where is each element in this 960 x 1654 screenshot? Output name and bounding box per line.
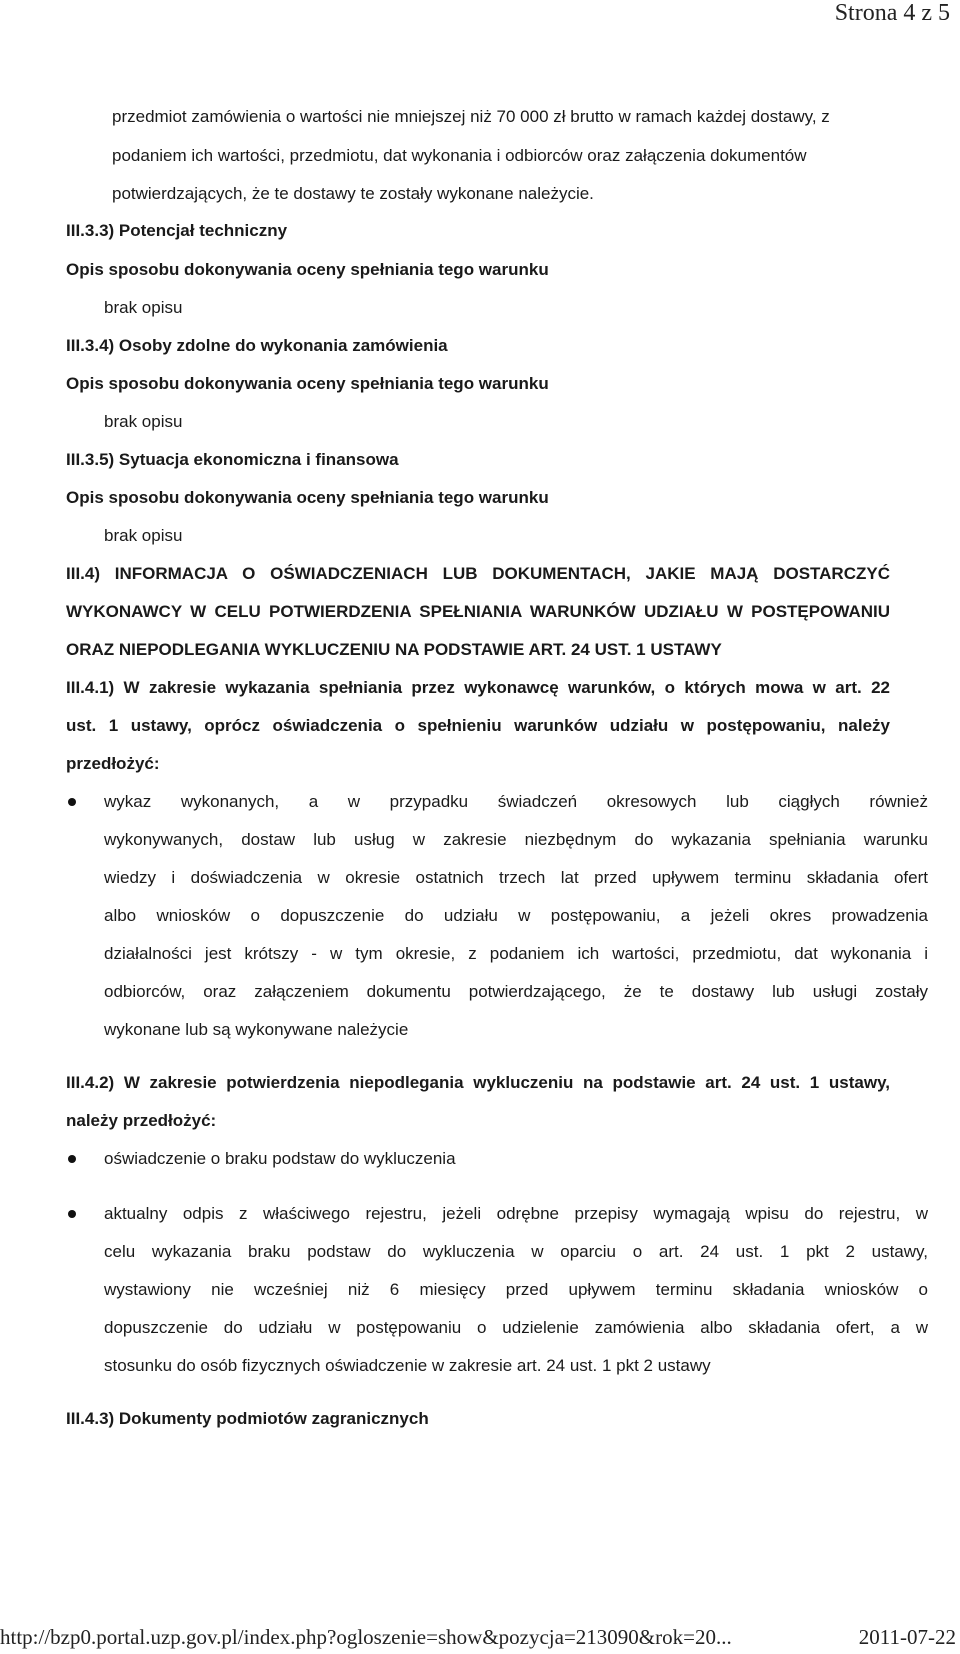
assessment-value: brak opisu: [104, 526, 183, 545]
text-line: przedmiot zamówienia o wartości nie mniejszej niż 70 000 zł brutto w ramach każdej dostawy, z: [112, 107, 830, 126]
bullet-icon: [68, 1210, 76, 1218]
text-line: wykonane lub są wykonywane należycie: [104, 1020, 409, 1039]
section-heading-line: ust. 1 ustawy, oprócz oświadczenia o spełnieniu warunków udziału w postępowaniu, należy: [66, 716, 890, 735]
section-heading-line: III.4) INFORMACJA O OŚWIADCZENIACH LUB DOKUMENTACH, JAKIE MAJĄ DOSTARCZYĆ: [66, 564, 890, 583]
section-heading: III.3.4) Osoby zdolne do wykonania zamówienia: [66, 336, 448, 355]
footer-date: 2011-07-22: [858, 1625, 956, 1649]
assessment-value: brak opisu: [104, 298, 183, 317]
section-heading: III.3.3) Potencjał techniczny: [66, 221, 288, 240]
text-line: wykaz wykonanych, a w przypadku świadczeń okresowych lub ciągłych również: [104, 792, 928, 811]
text-line: stosunku do osób fizycznych oświadczenie w zakresie art. 24 ust. 1 pkt 2 ustawy: [104, 1356, 711, 1375]
text-line: potwierdzających, że te dostawy te zostały wykonane należycie.: [112, 184, 594, 203]
bullet-icon: [68, 1155, 76, 1163]
section-heading-line: przedłożyć:: [66, 754, 160, 773]
assessment-label: Opis sposobu dokonywania oceny spełniania tego warunku: [66, 488, 549, 507]
text-line: wiedzy i doświadczenia w okresie ostatnich trzech lat przed upływem terminu składania ofert: [104, 868, 928, 887]
text-line: działalności jest krótszy - w tym okresie, z podaniem ich wartości, przedmiotu, dat wykonania i: [104, 944, 928, 963]
text-line: albo wniosków o dopuszczenie do udziału w postępowaniu, a jeżeli okres prowadzenia: [104, 906, 928, 925]
text-line: oświadczenie o braku podstaw do wykluczenia: [104, 1149, 456, 1168]
section-heading-line: należy przedłożyć:: [66, 1111, 217, 1130]
section-heading-line: ORAZ NIEPODLEGANIA WYKLUCZENIU NA PODSTAWIE ART. 24 UST. 1 USTAWY: [66, 640, 722, 659]
section-heading-line: III.4.1) W zakresie wykazania spełniania przez wykonawcę warunków, o których mowa w art. 22: [66, 678, 890, 697]
assessment-label: Opis sposobu dokonywania oceny spełniania tego warunku: [66, 374, 549, 393]
section-heading: III.3.5) Sytuacja ekonomiczna i finansowa: [66, 450, 399, 469]
text-line: aktualny odpis z właściwego rejestru, jeżeli odrębne przepisy wymagają wpisu do rejestru, w: [104, 1204, 928, 1223]
section-heading: III.4.3) Dokumenty podmiotów zagranicznych: [66, 1409, 429, 1428]
text-line: odbiorców, oraz załączeniem dokumentu potwierdzającego, że te dostawy lub usługi zostały: [104, 982, 928, 1001]
page-number: Strona 4 z 5: [834, 0, 950, 26]
text-line: wystawiony nie wcześniej niż 6 miesięcy przed upływem terminu składania wniosków o: [104, 1280, 928, 1299]
text-line: celu wykazania braku podstaw do wykluczenia w oparciu o art. 24 ust. 1 pkt 2 ustawy,: [104, 1242, 928, 1261]
footer-url: http://bzp0.portal.uzp.gov.pl/index.php?ogloszenie=show&pozycja=213090&rok=20...: [0, 1625, 732, 1649]
assessment-value: brak opisu: [104, 412, 183, 431]
section-heading-line: WYKONAWCY W CELU POTWIERDZENIA SPEŁNIANIA WARUNKÓW UDZIAŁU W POSTĘPOWANIU: [66, 602, 890, 621]
bullet-icon: [68, 798, 76, 806]
text-line: podaniem ich wartości, przedmiotu, dat wykonania i odbiorców oraz załączenia dokumentów: [112, 146, 807, 165]
text-line: dopuszczenie do udziału w postępowaniu o udzielenie zamówienia albo składania ofert, a w: [104, 1318, 928, 1337]
text-line: wykonywanych, dostaw lub usług w zakresie niezbędnym do wykazania spełniania warunku: [104, 830, 928, 849]
section-heading-line: III.4.2) W zakresie potwierdzenia niepodlegania wykluczeniu na podstawie art. 24 ust. 1 ustawy,: [66, 1073, 890, 1092]
assessment-label: Opis sposobu dokonywania oceny spełniania tego warunku: [66, 260, 549, 279]
